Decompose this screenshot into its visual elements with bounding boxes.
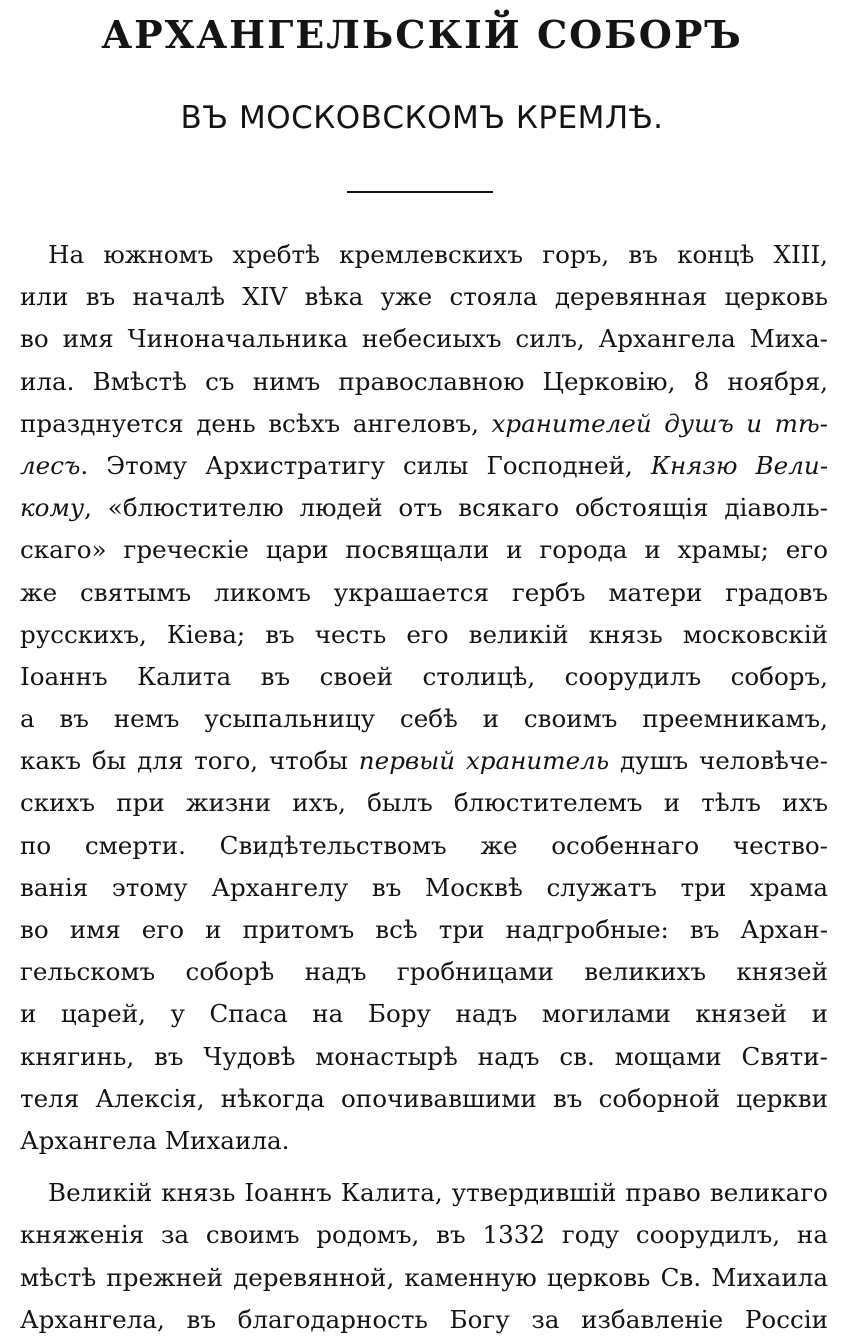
italic-phrase: кому	[20, 493, 85, 523]
text-line: Великій князь Іоаннъ Калита, утвердившій право великаго	[48, 1178, 828, 1208]
text-line: по смерти. Свидѣтельствомъ же особеннаго чество-	[20, 830, 828, 860]
text-line: какъ бы для того, чтобы первый хранитель душъ человѣче-	[20, 746, 828, 776]
page-subtitle: ВЪ МОСКОВСКОМЪ КРЕМЛѢ.	[180, 100, 664, 136]
italic-phrase: хранителей душъ и тѣ-	[491, 408, 828, 438]
text-line: На южномъ хребтѣ кремлевскихъ горъ, въ концѣ XIII,	[48, 240, 828, 269]
text-line: кому, «блюстителю людей отъ всякаго обстоящія діаволь-	[20, 493, 828, 523]
text-line: теля Алексія, нѣкогда опочивавшими въ соборной церкви	[20, 1083, 828, 1113]
text-line: а въ немъ усыпальницу себѣ и своимъ преемникамъ,	[20, 704, 828, 734]
text-line: Іоаннъ Калита въ своей столицѣ, соорудилъ соборъ,	[20, 661, 828, 691]
text-line: или въ началѣ XIV вѣка уже стояла деревянная церковь	[20, 282, 828, 312]
text-line: мѣстѣ прежней деревянной, каменную церковь Св. Михаила	[20, 1262, 828, 1292]
text-line: ила. Вмѣстѣ съ нимъ православною Церковію, 8 ноября,	[20, 366, 828, 396]
page-title: АРХАНГЕЛЬСКІЙ СОБОРЪ	[101, 12, 743, 57]
text-line: же святымъ ликомъ украшается гербъ матери градовъ	[20, 577, 828, 607]
text-line: княженія за своимъ родомъ, въ 1332 году соорудилъ, на	[20, 1220, 828, 1250]
text-line: гельскомъ соборѣ надъ гробницами великихъ князей	[20, 957, 828, 987]
text-line: Архангела Михаила.	[20, 1125, 290, 1155]
text-line: во имя его и притомъ всѣ три надгробные: въ Архан-	[20, 915, 828, 944]
text-line: празднуется день всѣхъ ангеловъ, хранителей душъ и тѣ-	[20, 408, 828, 438]
title-divider	[347, 191, 493, 193]
text-line: русскихъ, Кіева; въ честь его великій князь московскій	[20, 619, 828, 649]
text-line: лесъ. Этому Архистратигу силы Господней, Князю Вели-	[20, 450, 828, 480]
text-line: и царей, у Спаса на Бору надъ могилами князей и	[20, 999, 828, 1029]
italic-phrase: лесъ	[20, 450, 81, 480]
italic-phrase: первый хранитель	[358, 746, 610, 776]
text-line: Архангела, въ благодарность Богу за избавленіе Россіи	[20, 1304, 828, 1334]
italic-phrase: Князю Вели-	[650, 450, 828, 480]
text-line: скаго» греческіе цари посвящали и города и храмы; его	[20, 535, 828, 565]
text-line: княгинь, въ Чудовѣ монастырѣ надъ св. мощами Святи-	[20, 1041, 828, 1071]
body-text	[20, 234, 828, 1341]
text-line: скихъ при жизни ихъ, былъ блюстителемъ и тѣлъ ихъ	[20, 788, 828, 818]
text-line: во имя Чиноначальника небесиыхъ силъ, Архангела Миха-	[20, 324, 828, 354]
text-line: ванія этому Архангелу въ Москвѣ служатъ три храма	[20, 872, 828, 902]
